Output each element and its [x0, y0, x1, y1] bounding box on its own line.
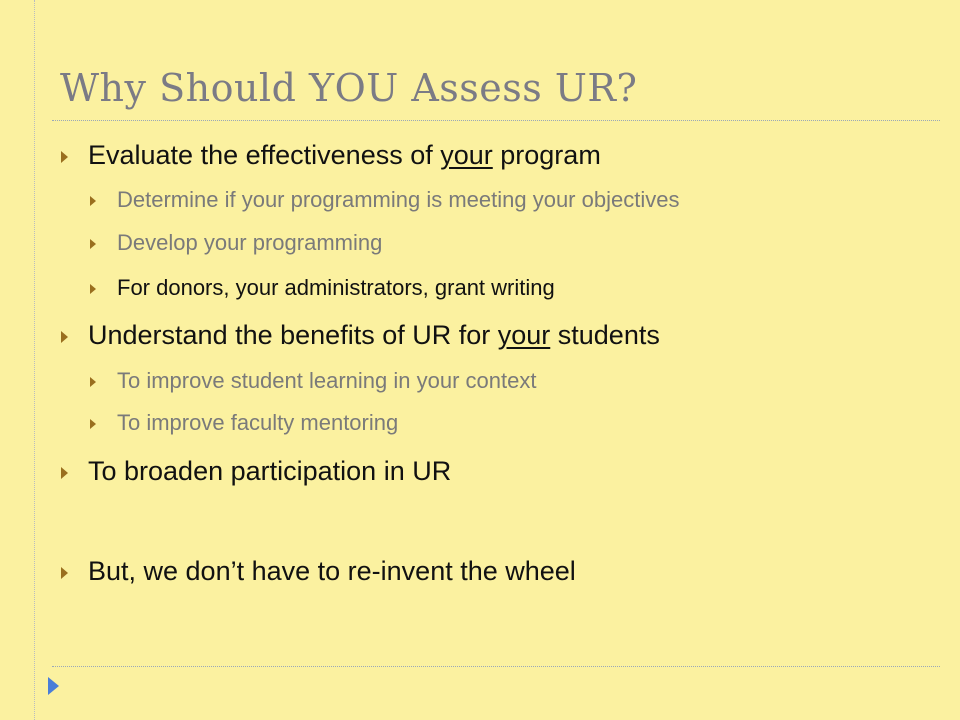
bullet-triangle-icon [90, 196, 96, 206]
bullet-text-part: Evaluate the effectiveness of [88, 140, 441, 170]
bullet-text: To broaden participation in UR [88, 456, 452, 486]
emphasis-your: your [440, 140, 493, 170]
sub-bullet-text: To improve student learning in your context [117, 368, 537, 393]
bullet-text-part: program [492, 140, 601, 170]
bullet-triangle-icon [90, 284, 96, 294]
sub-bullet-text: To improve faculty mentoring [117, 410, 399, 435]
bullet-triangle-icon [61, 151, 68, 163]
slide-title: Why Should YOU Assess UR? [60, 66, 638, 110]
bullet-triangle-icon [90, 239, 96, 249]
bullet-text [88, 320, 660, 351]
bullet-text [88, 140, 601, 171]
sub-bullet-text: Develop your programming [117, 230, 383, 255]
sub-bullet-text: For donors, your administrators, grant writing [117, 275, 555, 300]
left-dotted-rule [34, 0, 35, 720]
bullet-text: But, we don’t have to re-invent the wheel [88, 556, 576, 586]
bullet-text-part: students [550, 320, 660, 350]
bullet-triangle-icon [90, 419, 96, 429]
sub-bullet-text: Determine if your programming is meeting your objectives [117, 187, 680, 212]
footer-divider [52, 666, 940, 667]
bullet-triangle-icon [61, 567, 68, 579]
bullet-triangle-icon [61, 467, 68, 479]
corner-triangle-icon [48, 677, 59, 695]
bullet-text-part: Understand the benefits of UR for [88, 320, 498, 350]
bullet-triangle-icon [90, 377, 96, 387]
emphasis-your: your [497, 320, 551, 350]
bullet-triangle-icon [61, 331, 68, 343]
title-divider [52, 120, 940, 121]
